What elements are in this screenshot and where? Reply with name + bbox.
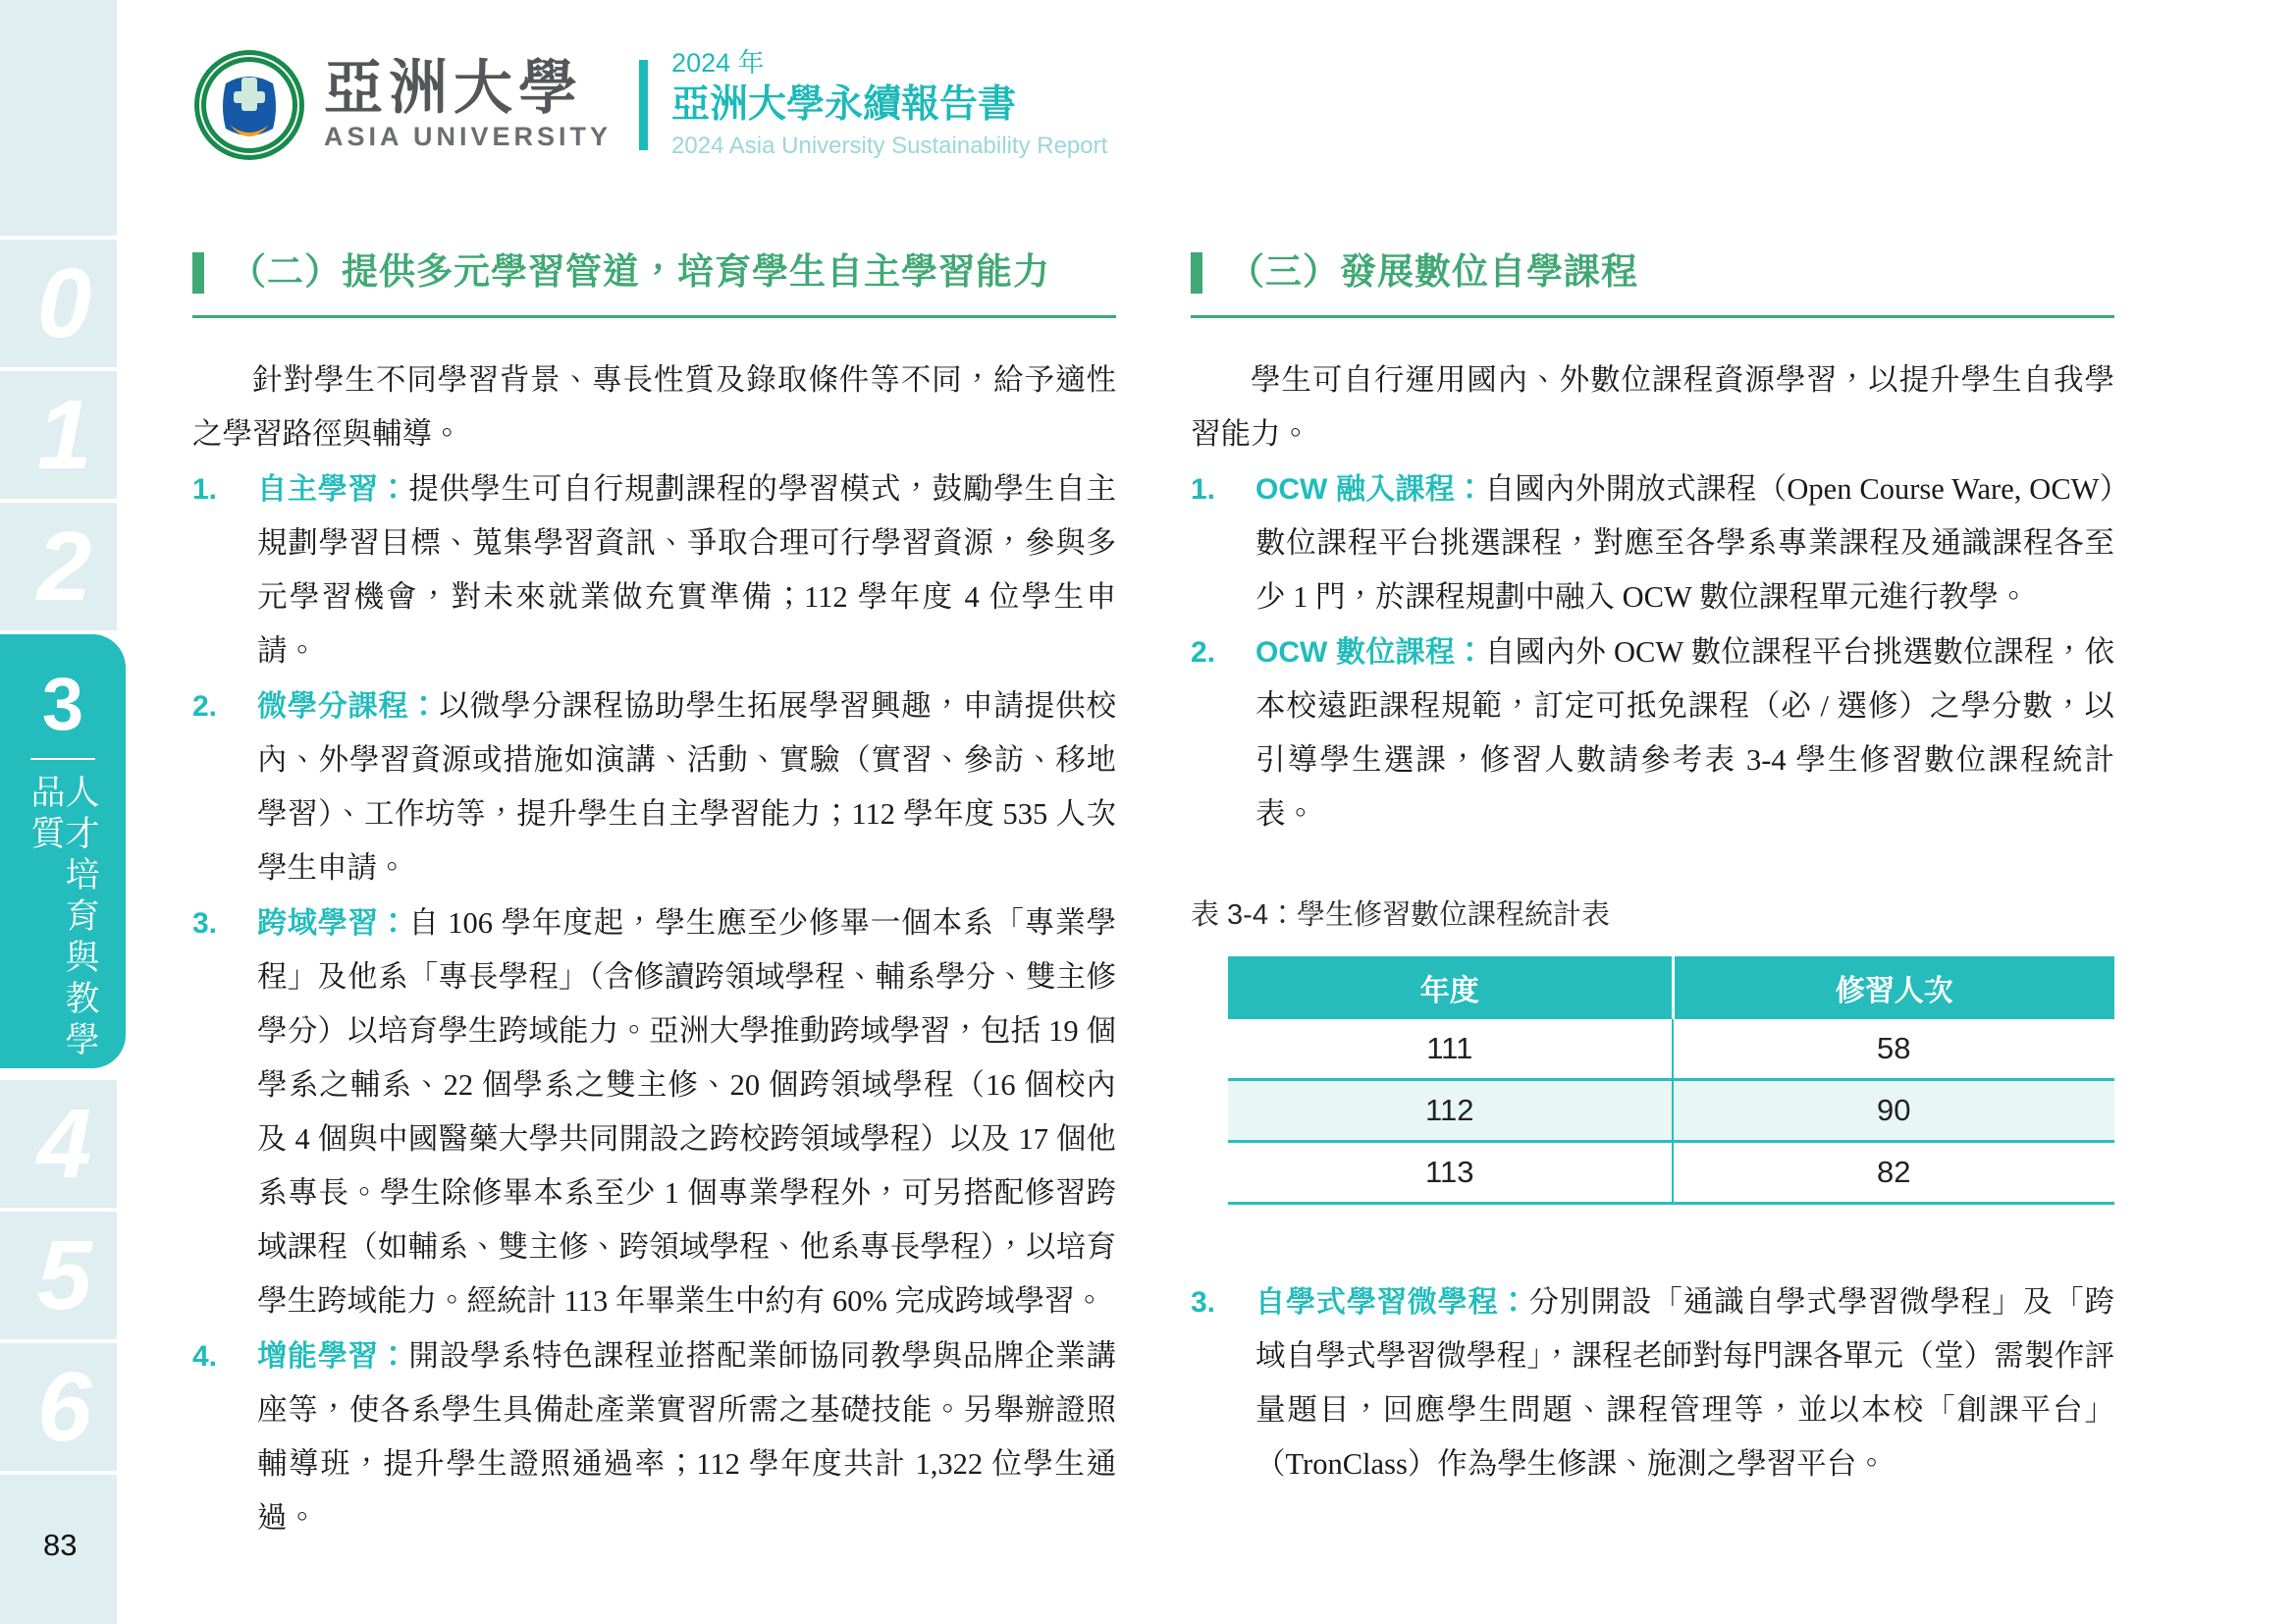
sidebar-tab-2[interactable] xyxy=(0,503,117,630)
active-tab-number: 3 xyxy=(41,663,84,746)
list-item-term: 自學式學習微學程： xyxy=(1255,1286,1529,1320)
list-item-text: 自學式學習微學程：分別開設「通識自學式學習微學程」及「跨域自學式學習微學程」，課程老師對每門課各單元（堂）需製作評量題目，回應學生問題、課程管理等，並以本校「創課平台」（TronClass）作為學生修課、施測之學習平台。 xyxy=(1255,1285,2115,1482)
logo-chinese-name: 亞洲大學 xyxy=(324,56,583,122)
report-title-block xyxy=(671,47,1107,163)
table-row xyxy=(1228,1140,2114,1202)
logo-english-name: ASIA UNIVERSITY xyxy=(324,122,613,152)
tab-number: 4 xyxy=(36,1089,92,1199)
section-heading-text: （三）發展數位自學課程 xyxy=(1228,251,1638,292)
list-item xyxy=(192,896,1116,1328)
sidebar-tab-5[interactable] xyxy=(0,1212,117,1339)
active-tab-divider xyxy=(30,758,95,760)
asia-university-logo-icon xyxy=(192,48,306,162)
tab-number: 2 xyxy=(36,512,92,622)
active-tab-title: 人才培育與教學品質 xyxy=(27,774,99,1063)
table-cell-year: 112 xyxy=(1228,1081,1672,1140)
list-item-number: 2. xyxy=(1191,636,1216,670)
sidebar-tab-3-active[interactable] xyxy=(0,634,126,1068)
sidebar-tab-4[interactable] xyxy=(0,1080,117,1208)
list-item-number: 4. xyxy=(192,1340,218,1374)
header-divider xyxy=(639,60,648,150)
report-year: 2024 年 xyxy=(671,48,765,78)
list-item-term: 增能學習： xyxy=(257,1340,409,1374)
list-item xyxy=(1191,625,2114,841)
section-heading-3 xyxy=(1191,250,2114,318)
list-item-number: 1. xyxy=(192,473,218,507)
section-body xyxy=(1191,353,2114,1491)
list-item-text: OCW 融入課程：自國內外開放式課程（Open Course Ware, OCW）數位課程平台挑選課程，對應至各學系專業課程及通識課程各至少 1 門，於課程規劃中融入 OCW 數位課程單元進行教學。 xyxy=(1255,472,2114,615)
section-intro: 學生可自行運用國內、外數位課程資源學習，以提升學生自我學習能力。 xyxy=(1191,363,2114,452)
list-item-number: 3. xyxy=(1191,1286,1216,1320)
report-header xyxy=(192,47,1107,163)
sidebar-tab-0[interactable] xyxy=(0,240,117,367)
report-subtitle: 2024 Asia University Sustainability Report xyxy=(671,133,1108,160)
heading-accent-bar xyxy=(192,252,204,294)
list-item-number: 3. xyxy=(192,907,218,941)
table-row xyxy=(1228,1019,2114,1078)
list-item-term: 跨域學習： xyxy=(257,907,409,941)
table-cell-count: 90 xyxy=(1672,1081,2115,1140)
section-body xyxy=(192,353,1116,1545)
table-header-cell: 年度 xyxy=(1228,956,1672,1019)
digital-course-table xyxy=(1228,956,2114,1202)
section-heading-2 xyxy=(192,250,1116,318)
sidebar-tab-6[interactable] xyxy=(0,1343,117,1471)
list-item xyxy=(1191,1275,2114,1491)
table-cell-count: 58 xyxy=(1672,1019,2115,1078)
tab-number: 1 xyxy=(36,380,92,490)
tab-number: 0 xyxy=(36,248,92,358)
table-header-cell: 修習人次 xyxy=(1672,956,2115,1019)
list-item xyxy=(192,462,1116,678)
list-item-term: OCW 融入課程： xyxy=(1255,473,1485,507)
table-header-row xyxy=(1228,956,2114,1019)
list-item-term: 微學分課程： xyxy=(257,690,440,724)
table-caption: 表 3-4：學生修習數位課程統計表 xyxy=(1191,899,1610,932)
table-cell-count: 82 xyxy=(1672,1143,2115,1202)
list-item xyxy=(192,1329,1116,1545)
list-item-number: 2. xyxy=(192,690,218,724)
heading-accent-bar xyxy=(1191,252,1202,294)
rail-top-block xyxy=(0,0,117,236)
section-left xyxy=(192,250,1116,1545)
section-intro: 針對學生不同學習背景、專長性質及錄取條件等不同，給予適性之學習路徑與輔導。 xyxy=(192,363,1116,452)
list-item-term: 自主學習： xyxy=(257,473,409,507)
list-item-text: OCW 數位課程：自國內外 OCW 數位課程平台挑選數位課程，依本校遠距課程規範，訂定可抵免課程（必 / 選修）之學分數，以引導學生選課，修習人數請參考表 3-4 學生修習數位課程統計表。 xyxy=(1255,635,2115,832)
list-item-text: 自主學習：提供學生可自行規劃課程的學習模式，鼓勵學生自主規劃學習目標、蒐集學習資訊、爭取合理可行學習資源，參與多元學習機會，對未來就業做充實準備；112 學年度 4 位學生申請。 xyxy=(257,472,1117,669)
table-bottom-border xyxy=(1228,1202,2114,1205)
sidebar-tab-1[interactable] xyxy=(0,371,117,499)
page-number: 83 xyxy=(43,1528,78,1562)
table-cell-year: 111 xyxy=(1426,1031,1473,1066)
list-item xyxy=(1191,462,2114,624)
table-cell-year: 113 xyxy=(1425,1155,1474,1190)
logo-wordmark xyxy=(324,58,612,152)
section-right xyxy=(1191,250,2114,1491)
list-item-text: 跨域學習：自 106 學年度起，學生應至少修畢一個本系「專業學程」及他系「專長學程」（含修讀跨領域學程、輔系學分、雙主修學分）以培育學生跨域能力。亞洲大學推動跨域學習，包括 19 個學系之輔系、22 個學系之雙主修、20 個跨領域學程（16 個校內及 4 個與中國醫藥大學共同開設之跨校跨領域學程）以及 17 個他系專長。學生除修畢本系至少 1 個專業學程外，可另搭配修習跨域課程（如輔系、雙主修、跨領域學程、他系專長學程），以培育學生跨域能力。經統計 113 年畢業生中約有 60% 完成跨域學習。 xyxy=(257,906,1117,1319)
list-item-number: 1. xyxy=(1191,473,1216,507)
tab-number: 6 xyxy=(36,1352,92,1462)
list-item-text: 增能學習：開設學系特色課程並搭配業師協同教學與品牌企業講座等，使各系學生具備赴產業實習所需之基礎技能。另舉辦證照輔導班，提升學生證照通過率；112 學年度共計 1,322 位學生通過。 xyxy=(257,1339,1117,1536)
list-item xyxy=(192,679,1116,895)
tab-number: 5 xyxy=(36,1220,92,1330)
report-title: 亞洲大學永續報告書 xyxy=(671,82,1017,126)
list-item-term: OCW 數位課程： xyxy=(1255,636,1485,670)
section-heading-text: （二）提供多元學習管道，培育學生自主學習能力 xyxy=(230,251,1050,292)
table-row xyxy=(1228,1078,2114,1140)
list-item-text: 微學分課程：以微學分課程協助學生拓展學習興趣，申請提供校內、外學習資源或措施如演講、活動、實驗（實習、參訪、移地學習）、工作坊等，提升學生自主學習能力；112 學年度 535 人次學生申請。 xyxy=(257,689,1117,886)
